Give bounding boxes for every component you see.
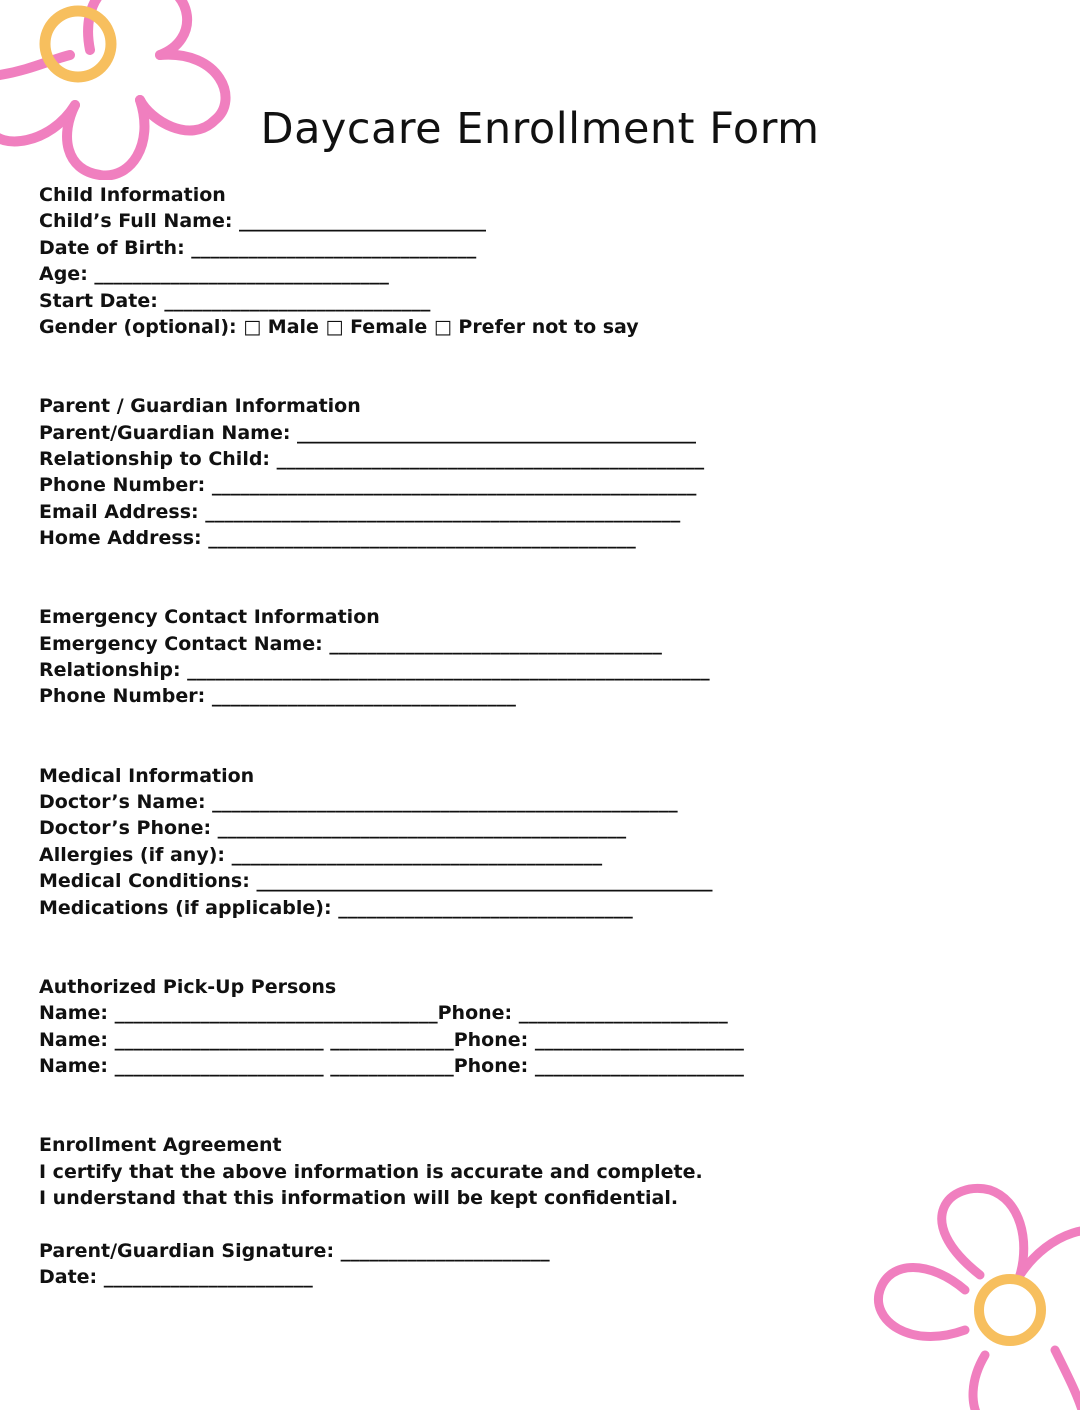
allergies-field[interactable]: Allergies (if any): _______________________________________ bbox=[39, 843, 603, 866]
emergency-contact-name-field[interactable]: Emergency Contact Name: ___________________________________ bbox=[39, 632, 662, 655]
gender-options[interactable]: Gender (optional): □ Male □ Female □ Prefer not to say bbox=[39, 315, 639, 338]
parent-name-field[interactable]: Parent/Guardian Name: __________________________________________ bbox=[39, 421, 697, 444]
form-title: Daycare Enrollment Form bbox=[260, 104, 820, 154]
section-medical-information bbox=[39, 763, 1039, 921]
pickup-row bbox=[39, 1053, 1039, 1079]
pickup-section-heading: Authorized Pick-Up Persons bbox=[39, 975, 337, 998]
agreement-confidential-text: I understand that this information will be kept confidential. bbox=[39, 1186, 679, 1209]
parent-email-field[interactable]: Email Address: __________________________________________________ bbox=[39, 500, 681, 523]
age-field[interactable]: Age: _______________________________ bbox=[39, 263, 389, 286]
pickup-row bbox=[39, 1027, 1039, 1053]
emergency-relationship-field[interactable]: Relationship: _______________________________________________________ bbox=[39, 659, 710, 682]
emergency-phone-field[interactable]: Phone Number: ________________________________ bbox=[39, 685, 516, 708]
signature-date-field[interactable]: Date: ______________________ bbox=[39, 1266, 313, 1289]
pickup-name-field[interactable]: Name: ______________________ _____________ bbox=[39, 1028, 454, 1051]
signature-field[interactable]: Parent/Guardian Signature: ______________________ bbox=[39, 1239, 550, 1262]
home-address-field[interactable]: Home Address: _____________________________________________ bbox=[39, 527, 636, 550]
emergency-section-heading: Emergency Contact Information bbox=[39, 606, 380, 629]
section-parent-information bbox=[39, 393, 1039, 551]
date-of-birth-field[interactable]: Date of Birth: ______________________________ bbox=[39, 236, 477, 259]
medications-field[interactable]: Medications (if applicable): _______________________________ bbox=[39, 896, 633, 919]
start-date-field[interactable]: Start Date: ____________________________ bbox=[39, 289, 431, 312]
parent-section-heading: Parent / Guardian Information bbox=[39, 395, 361, 418]
enrollment-form bbox=[39, 182, 1039, 1290]
pickup-phone-field[interactable]: Phone: ______________________ bbox=[453, 1054, 744, 1077]
relationship-to-child-field[interactable]: Relationship to Child: _____________________________________________ bbox=[39, 447, 705, 470]
pickup-phone-field[interactable]: Phone: ______________________ bbox=[437, 1002, 728, 1025]
spacer bbox=[39, 1211, 1039, 1237]
child-section-heading: Child Information bbox=[39, 184, 226, 206]
section-enrollment-agreement bbox=[39, 1132, 1039, 1290]
doctor-phone-field[interactable]: Doctor’s Phone: ___________________________________________ bbox=[39, 817, 627, 840]
section-child-information bbox=[39, 182, 1039, 340]
pickup-row bbox=[39, 1000, 1039, 1026]
pickup-name-field[interactable]: Name: __________________________________ bbox=[39, 1002, 438, 1025]
doctor-name-field[interactable]: Doctor’s Name: _________________________________________________ bbox=[39, 791, 678, 814]
parent-phone-field[interactable]: Phone Number: ___________________________________________________ bbox=[39, 474, 697, 497]
pickup-phone-field[interactable]: Phone: ______________________ bbox=[453, 1028, 744, 1051]
medical-section-heading: Medical Information bbox=[39, 764, 255, 787]
agreement-certify-text: I certify that the above information is accurate and complete. bbox=[39, 1160, 703, 1183]
section-emergency-contact bbox=[39, 604, 1039, 710]
child-full-name-field[interactable]: Child’s Full Name: __________________________ bbox=[39, 210, 487, 233]
section-pickup-persons bbox=[39, 974, 1039, 1080]
agreement-section-heading: Enrollment Agreement bbox=[39, 1134, 282, 1157]
pickup-name-field[interactable]: Name: ______________________ _____________ bbox=[39, 1054, 454, 1077]
medical-conditions-field[interactable]: Medical Conditions: ________________________________________________ bbox=[39, 870, 713, 893]
